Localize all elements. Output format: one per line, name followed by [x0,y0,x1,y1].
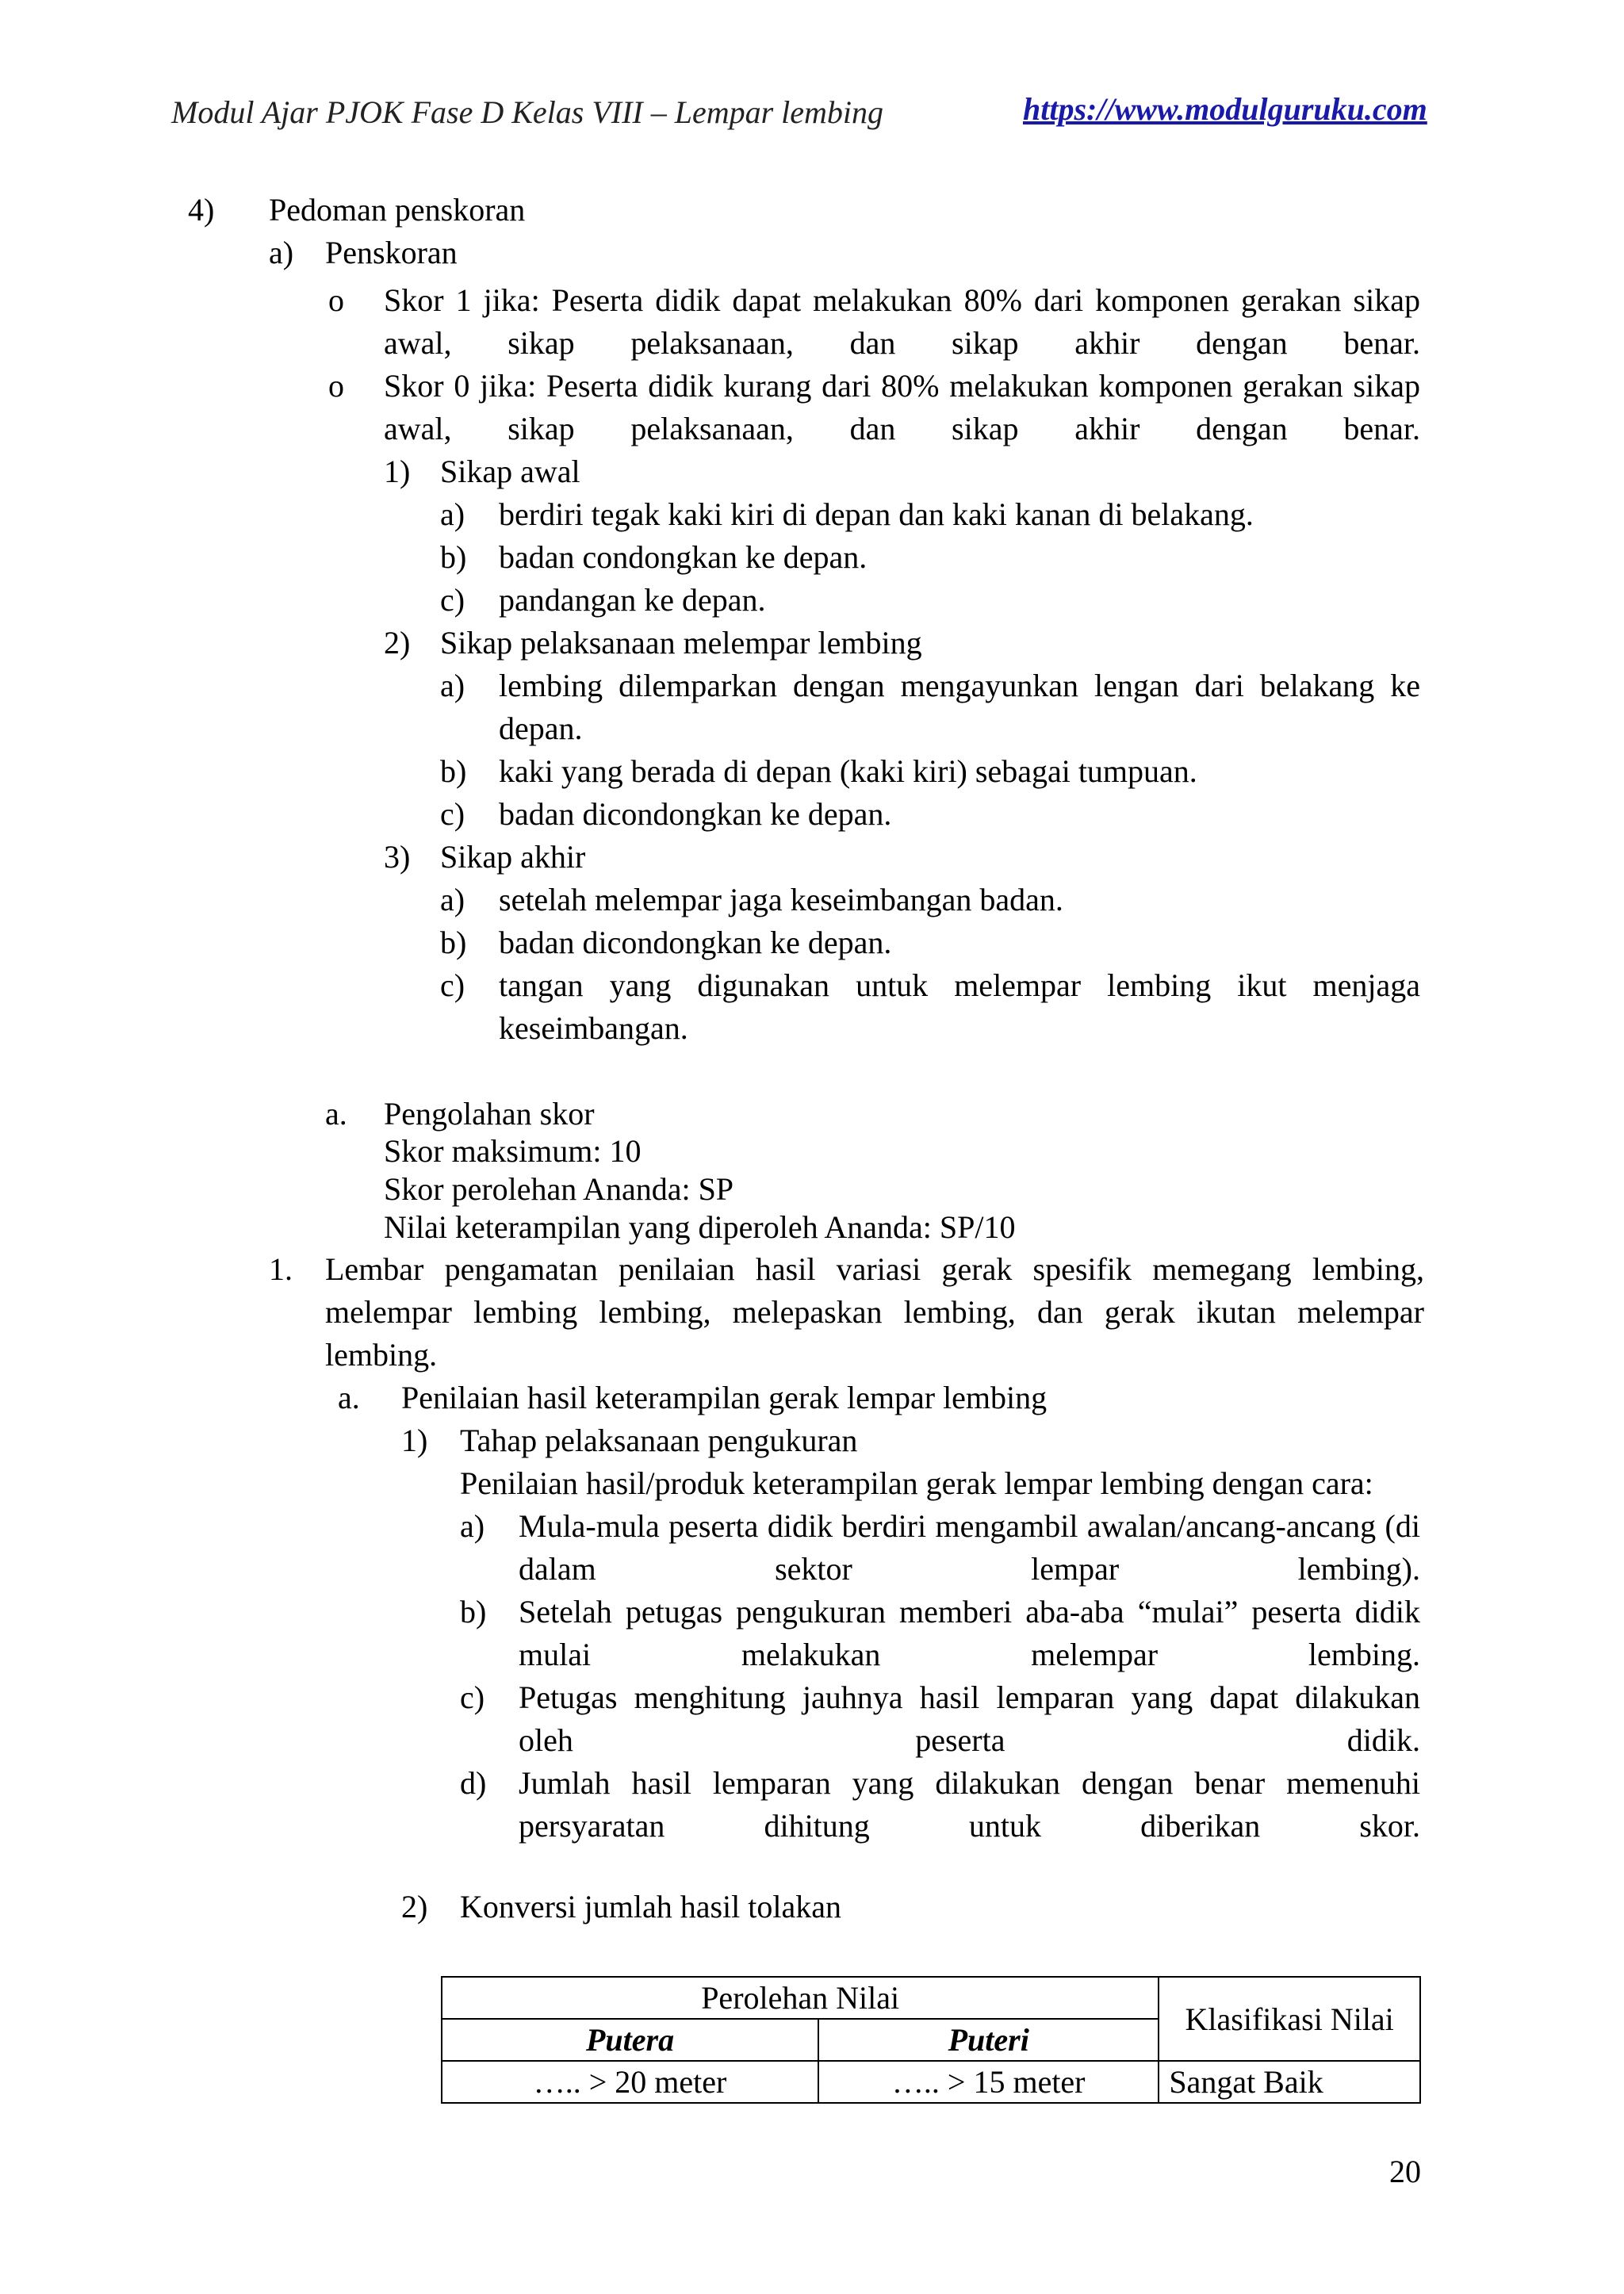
table-header-putera: Putera [442,2019,818,2061]
item-text: setelah melempar jaga keseimbangan badan. [499,882,1063,917]
table-cell-puteri: ….. > 15 meter [818,2061,1159,2103]
penilaian-marker: a. [338,1380,360,1415]
item-marker: c) [440,967,465,1003]
item-marker: a) [440,496,465,532]
item-text: berdiri tegak kaki kiri di depan dan kaki kanan di belakang. [499,496,1254,532]
item-text: kaki yang berada di depan (kaki kiri) sebagai tumpuan. [499,753,1197,789]
group-title: Sikap awal [440,454,580,489]
table-cell-klasifikasi: Sangat Baik [1159,2061,1420,2103]
item-text: tangan yang digunakan untuk melempar lembing ikut menjaga keseimbangan. [499,967,1420,1046]
table-cell-putera: ….. > 20 meter [442,2061,818,2103]
scoring-title: Penskoran [325,235,458,270]
pengolahan-marker: a. [325,1096,347,1132]
item-marker: a) [440,668,465,703]
section-title: Pedoman penskoran [269,192,526,228]
header-title: Modul Ajar PJOK Fase D Kelas VIII – Lempar lembing [171,94,884,130]
item-text: lembing dilemparkan dengan mengayunkan lengan dari belakang ke depan. [499,668,1420,746]
item-marker: a) [440,882,465,917]
item-text: badan dicondongkan ke depan. [499,925,892,960]
group-title: Sikap pelaksanaan melempar lembing [440,625,922,661]
group-marker: 1) [384,454,411,489]
tahap-item-marker: a) [460,1508,485,1544]
tahap-item-text: Setelah petugas pengukuran memberi aba-aba “mulai” peserta didik mulai melakukan melempar lembing. [519,1594,1420,1672]
tahap-item-marker: b) [460,1594,487,1630]
pengolahan-line: Skor maksimum: 10 [384,1133,642,1169]
item-marker: b) [440,753,467,789]
tahap-item-text: Jumlah hasil lemparan yang dilakukan dengan benar memenuhi persyaratan dihitung untuk diberikan skor. [519,1765,1420,1844]
bullet-marker: o [328,282,344,318]
table-row [442,2061,1420,2103]
skor1-text: Skor 1 jika: Peserta didik dapat melakukan 80% dari komponen gerakan sikap awal, sikap pelaksanaan, dan sikap akhir dengan benar. [384,282,1420,361]
item-marker: c) [440,582,465,618]
tahap-item-marker: c) [460,1679,485,1715]
page-number: 20 [1389,2154,1421,2189]
konversi-title: Konversi jumlah hasil tolakan [460,1889,842,1924]
header-url-link[interactable]: https://www.modulguruku.com [1023,91,1427,127]
konversi-marker: 2) [401,1889,428,1924]
group-title: Sikap akhir [440,839,586,875]
item-marker: c) [440,796,465,832]
score-conversion-table [441,1976,1421,2104]
item-text: badan dicondongkan ke depan. [499,796,892,832]
pengolahan-title: Pengolahan skor [384,1096,595,1132]
tahap-marker: 1) [401,1423,428,1458]
bullet-marker: o [328,368,344,404]
item-marker: b) [440,539,467,575]
tahap-item-text: Petugas menghitung jauhnya hasil lemparan yang dapat dilakukan oleh peserta didik. [519,1679,1420,1758]
section-marker: 4) [188,192,215,228]
pengolahan-line: Nilai keterampilan yang diperoleh Ananda: SP/10 [384,1209,1016,1245]
tahap-intro: Penilaian hasil/produk keterampilan gerak lempar lembing dengan cara: [460,1465,1373,1501]
item-marker: b) [440,925,467,960]
group-marker: 2) [384,625,411,661]
tahap-item-marker: d) [460,1765,487,1801]
table-header-puteri: Puteri [818,2019,1159,2061]
penilaian-title: Penilaian hasil keterampilan gerak lempar lembing [401,1380,1048,1415]
item-text: pandangan ke depan. [499,582,766,618]
group-marker: 3) [384,839,411,875]
table-group-header: Perolehan Nilai [442,1977,1159,2019]
tahap-item-text: Mula-mula peserta didik berdiri mengambil awalan/ancang-ancang (di dalam sektor lempar lembing). [519,1508,1420,1587]
tahap-title: Tahap pelaksanaan pengukuran [460,1423,858,1458]
item-text: badan condongkan ke depan. [499,539,868,575]
lembar-text: Lembar pengamatan penilaian hasil variasi gerak spesifik memegang lembing, melempar lembing lembing, melepaskan lembing, dan gerak ikutan melempar lembing. [325,1251,1424,1373]
lembar-marker: 1. [269,1251,293,1287]
table-header-klasifikasi: Klasifikasi Nilai [1159,1977,1420,2061]
pengolahan-line: Skor perolehan Ananda: SP [384,1171,734,1207]
scoring-marker: a) [269,235,294,270]
skor0-text: Skor 0 jika: Peserta didik kurang dari 80% melakukan komponen gerakan sikap awal, sikap pelaksanaan, dan sikap akhir dengan benar. [384,368,1420,446]
